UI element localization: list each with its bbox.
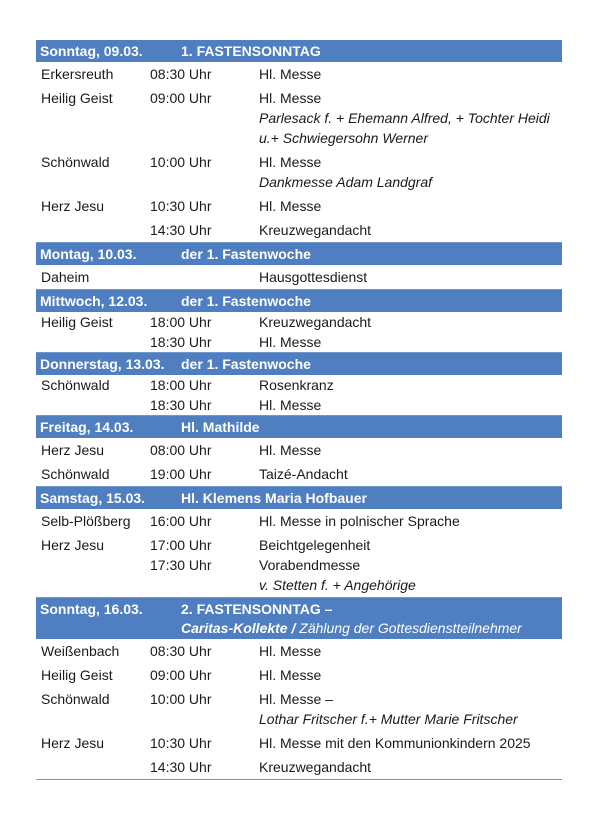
schedule-entry <box>36 438 562 462</box>
entry-times <box>150 464 211 484</box>
entry-times <box>150 312 211 352</box>
entry-service: Hl. Messe <box>259 66 322 82</box>
entry-service: Kreuzwegandacht <box>259 222 372 238</box>
entry-times <box>150 196 211 216</box>
day-header <box>36 243 562 265</box>
entry-time: 09:00 Uhr <box>150 90 212 106</box>
entry-service: Hl. Messe <box>259 198 322 214</box>
entry-description <box>259 440 562 460</box>
schedule-entry <box>36 663 562 687</box>
entry-place: Daheim <box>41 269 90 285</box>
entry-time: 09:00 Uhr <box>150 667 212 683</box>
entry-time: 14:30 Uhr <box>150 759 212 775</box>
entry-times <box>150 665 211 685</box>
schedule-entry <box>36 62 562 86</box>
entry-place: Heilig Geist <box>41 314 113 330</box>
schedule-entry <box>36 150 562 194</box>
entry-service: Kreuzwegandacht <box>259 314 372 330</box>
entry-times <box>150 689 211 709</box>
day-header <box>36 40 562 62</box>
day-date: Mittwoch, 12.03. <box>40 293 148 309</box>
day-subtitle <box>40 619 558 638</box>
entry-time: 08:30 Uhr <box>150 643 212 659</box>
entry-description <box>259 64 562 84</box>
schedule-entry <box>36 375 562 415</box>
row-divider <box>36 779 562 780</box>
entry-service: Rosenkranz <box>259 377 334 393</box>
entry-note: u.+ Schwiegersohn Werner <box>259 130 428 146</box>
entry-description <box>259 312 562 352</box>
entry-times <box>150 757 211 777</box>
entry-service: Hl. Messe <box>259 397 322 413</box>
day-date: Freitag, 14.03. <box>40 419 134 435</box>
schedule-entry <box>36 639 562 663</box>
entry-time: 17:30 Uhr <box>150 557 212 573</box>
entry-service: Hl. Messe in polnischer Sprache <box>259 513 460 529</box>
entry-place: Schönwald <box>41 691 110 707</box>
entry-description <box>259 267 562 287</box>
entry-place: Heilig Geist <box>41 667 113 683</box>
entry-description <box>259 689 562 729</box>
day-title: der 1. Fastenwoche <box>181 246 311 262</box>
schedule-entry <box>36 462 562 486</box>
day-block <box>36 598 562 780</box>
entry-service: Beichtgelegenheit <box>259 537 371 553</box>
entry-time: 18:00 Uhr <box>150 377 212 393</box>
day-title: der 1. Fastenwoche <box>181 293 311 309</box>
day-subtitle-bold: Caritas-Kollekte / <box>181 620 296 636</box>
entry-time: 08:00 Uhr <box>150 442 212 458</box>
day-date: Donnerstag, 13.03. <box>40 356 165 372</box>
entry-time: 10:00 Uhr <box>150 154 212 170</box>
entry-time: 18:30 Uhr <box>150 334 212 350</box>
entry-place: Weißenbach <box>41 643 120 659</box>
entry-service: Hl. Messe <box>259 442 322 458</box>
entry-description <box>259 511 562 531</box>
schedule-entry <box>36 755 562 779</box>
entry-service: Hl. Messe <box>259 154 322 170</box>
day-block <box>36 40 562 243</box>
entry-description <box>259 152 562 192</box>
entry-description <box>259 641 562 661</box>
entry-place: Schönwald <box>41 377 110 393</box>
entry-description <box>259 665 562 685</box>
entry-times <box>150 64 211 84</box>
entry-times <box>150 641 211 661</box>
day-title: der 1. Fastenwoche <box>181 356 311 372</box>
entry-times <box>150 220 211 240</box>
entry-service: Hl. Messe <box>259 643 322 659</box>
entry-description <box>259 88 562 148</box>
day-header-line <box>40 245 558 264</box>
entry-time: 18:30 Uhr <box>150 397 212 413</box>
entry-description <box>259 220 562 240</box>
entry-note: Dankmesse Adam Landgraf <box>259 174 433 190</box>
entry-description <box>259 464 562 484</box>
entry-times <box>150 733 211 753</box>
entry-place: Schönwald <box>41 466 110 482</box>
schedule-entry <box>36 86 562 150</box>
entry-time: 16:00 Uhr <box>150 513 212 529</box>
entry-note: Lothar Fritscher f.+ Mutter Marie Fritscher <box>259 711 518 727</box>
day-header-line <box>40 600 558 619</box>
entry-note: v. Stetten f. + Angehörige <box>259 577 416 593</box>
entry-service: Vorabendmesse <box>259 557 361 573</box>
day-date: Sonntag, 09.03. <box>40 43 143 59</box>
day-title: 2. FASTENSONNTAG – <box>181 601 333 617</box>
day-header <box>36 598 562 639</box>
day-date: Sonntag, 16.03. <box>40 601 143 617</box>
entry-description <box>259 196 562 216</box>
entry-service: Kreuzwegandacht <box>259 759 372 775</box>
day-header <box>36 487 562 509</box>
day-title: 1. FASTENSONNTAG <box>181 43 321 59</box>
day-date: Samstag, 15.03. <box>40 490 146 506</box>
entry-service: Hl. Messe – <box>259 691 333 707</box>
entry-service: Hl. Messe <box>259 90 322 106</box>
entry-service: Hl. Messe <box>259 667 322 683</box>
entry-time: 14:30 Uhr <box>150 222 212 238</box>
entry-time: 08:30 Uhr <box>150 66 212 82</box>
entry-time: 10:30 Uhr <box>150 198 212 214</box>
day-header <box>36 353 562 375</box>
schedule-table <box>36 40 562 780</box>
schedule-entry <box>36 194 562 218</box>
entry-note: Parlesack f. + Ehemann Alfred, + Tochter Heidi <box>259 110 550 126</box>
day-date: Montag, 10.03. <box>40 246 137 262</box>
entry-description <box>259 733 562 753</box>
schedule-entry <box>36 533 562 597</box>
day-block <box>36 487 562 598</box>
entry-place: Schönwald <box>41 154 110 170</box>
day-header <box>36 416 562 438</box>
entry-description <box>259 375 562 415</box>
day-block <box>36 243 562 290</box>
entry-times <box>150 375 211 415</box>
entry-service: Hl. Messe mit den Kommunionkindern 2025 <box>259 735 531 751</box>
entry-place: Heilig Geist <box>41 90 113 106</box>
day-title: Hl. Mathilde <box>181 419 260 435</box>
entry-time: 10:00 Uhr <box>150 691 212 707</box>
entry-description <box>259 535 562 595</box>
entry-time: 10:30 Uhr <box>150 735 212 751</box>
day-header-line <box>40 489 558 508</box>
day-title: Hl. Klemens Maria Hofbauer <box>181 490 367 506</box>
entry-place: Herz Jesu <box>41 537 105 553</box>
day-header-line <box>40 292 558 311</box>
entry-time: 17:00 Uhr <box>150 537 212 553</box>
entry-service: Taizé-Andacht <box>259 466 348 482</box>
day-header <box>36 290 562 312</box>
day-header-line <box>40 42 558 61</box>
entry-service: Hl. Messe <box>259 334 322 350</box>
day-block <box>36 416 562 487</box>
schedule-entry <box>36 312 562 352</box>
entry-times <box>150 535 211 575</box>
day-block <box>36 290 562 353</box>
entry-times <box>150 511 211 531</box>
day-subtitle-rest: Zählung der Gottesdienstteilnehmer <box>295 620 522 636</box>
entry-place: Herz Jesu <box>41 442 105 458</box>
schedule-entry <box>36 687 562 731</box>
day-block <box>36 353 562 416</box>
day-header-line <box>40 418 558 437</box>
entry-time: 18:00 Uhr <box>150 314 212 330</box>
entry-times <box>150 88 211 108</box>
entry-place: Erkersreuth <box>41 66 114 82</box>
entry-times <box>150 440 211 460</box>
entry-description <box>259 757 562 777</box>
entry-time: 19:00 Uhr <box>150 466 212 482</box>
entry-times <box>150 152 211 172</box>
schedule-entry <box>36 265 562 289</box>
entry-place: Herz Jesu <box>41 735 105 751</box>
entry-place: Herz Jesu <box>41 198 105 214</box>
entry-place: Selb-Plößberg <box>41 513 131 529</box>
schedule-entry <box>36 218 562 242</box>
entry-service: Hausgottesdienst <box>259 269 368 285</box>
day-header-line <box>40 355 558 374</box>
schedule-entry <box>36 731 562 755</box>
schedule-entry <box>36 509 562 533</box>
